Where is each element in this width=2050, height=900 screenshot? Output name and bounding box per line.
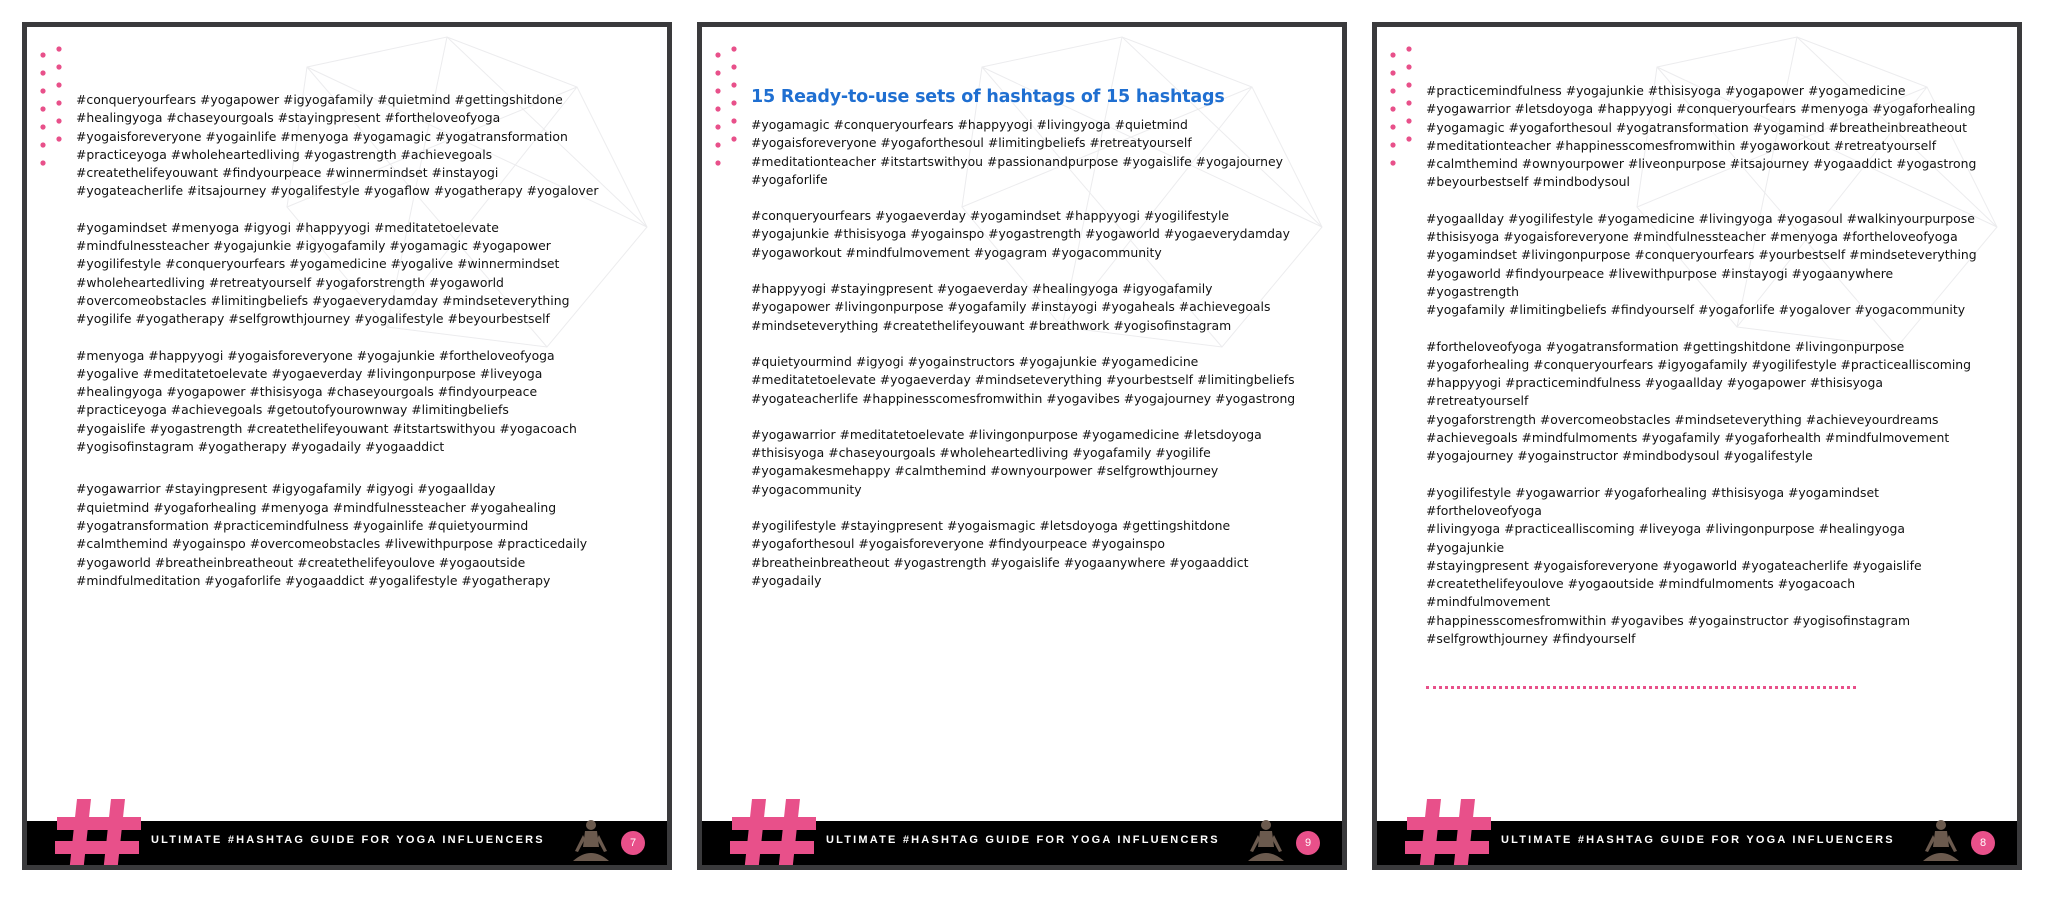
hashtag-set: #yogamindset #menyoga #igyogi #happyyogi #meditatetoelevate #mindfulnessteacher #yogajunkie #igyogafamily #yogamagic #yogapower #yogilifestyle #conqueryourfears #yogamedicine #yogalive #winnermindset #wholeheartedliving #retreatyourself #yogaforstrength #yogaworld #overcomeobstacles #limitingbeliefs #yogaeverydamday #mindseteverything #yogilife #yogatherapy #selfgrowthjourney #yogalifestyle #beyourbestself: [76, 219, 570, 327]
hashtag-content: [1426, 82, 1977, 689]
pink-dots-icon: [1385, 39, 1425, 199]
page-number-badge: 9: [1296, 831, 1320, 855]
hashtag-set: #conqueryourfears #yogaeverday #yogamindset #happyyogi #yogilifestyle #yogajunkie #thisisyoga #yogainspo #yogastrength #yogaworld #yogaeverydamday #yogaworkout #mindfulmovement #yogagram #yogacommunity: [751, 208, 1290, 260]
page-number-badge: 8: [1971, 831, 1995, 855]
hashtag-set: #yogilifestyle #yogawarrior #yogaforhealing #thisisyoga #yogamindset #fortheloveofyoga #livingyoga #practicealliscoming #liveyoga #livingonpurpose #healingyoga #yogajunkie #stayingpresent #yogaisforeveryone #yogaworld #yogateacherlife #yogaislife #createthelifeyoulove #yogaoutside #mindfulmoments #yogacoach #mindfulmovement #happinesscomesfromwithin #yogavibes #yogainstructor #yogisofinstagram #selfgrowthjourney #findyourself: [1426, 484, 1922, 647]
hashtag-set: #yogawarrior #stayingpresent #igyogafamily #igyogi #yogaallday #quietmind #yogaforhealing #menyoga #mindfulnessteacher #yogahealing #yogatransformation #practicemindfulness #yogainlife #quietyourmind #calmthemind #yogainspo #overcomeobstacles #livewithpurpose #practicedaily #yogaworld #breatheinbreatheout #createthelifeyoulove #yogaoutside #mindfulmeditation #yogaforlife #yogaaddict #yogalifestyle #yogatherapy: [76, 481, 588, 588]
page-9: [697, 22, 1347, 870]
hash-logo-icon: [730, 799, 818, 870]
hash-logo-icon: [55, 799, 143, 870]
hashtag-set: #fortheloveofyoga #yogatransformation #gettingshitdone #livingonpurpose #yogaforhealing #conqueryourfears #igyogafamily #yogilifestyle #practicealliscoming #happyyogi #practicemindfulness #yogaallday #yogapower #thisisyoga #retreatyourself #yogaforstrength #overcomeobstacles #mindseteverything #achieveyourdreams #achievegoals #mindfulmoments #yogafamily #yogaforhealth #mindfulmovement #yogajourney #yogainstructor #mindbodysoul #yogalifestyle: [1426, 338, 1972, 464]
hash-logo-icon: [1405, 799, 1493, 870]
page-footer: [27, 821, 667, 865]
page-number-badge: 7: [621, 831, 645, 855]
page-8: [1372, 22, 2022, 870]
meditating-woman-icon: [571, 817, 611, 863]
page-footer: [702, 821, 1342, 865]
page-footer: [1377, 821, 2017, 865]
hashtag-set: #yogaallday #yogilifestyle #yogamedicine #livingyoga #yogasoul #walkinyourpurpose #thisisyoga #yogaisforeveryone #mindfulnessteacher #menyoga #fortheloveofyoga #yogamindset #livingonpurpose #conqueryourfears #yourbestself #mindseteverything #yogaworld #findyourpeace #livewithpurpose #instayogi #yogaanywhere #yogastrength #yogafamily #limitingbeliefs #findyourself #yogaforlife #yogalover #yogacommunity: [1426, 210, 1977, 318]
hashtag-content: [751, 85, 1302, 608]
meditating-woman-icon: [1246, 817, 1286, 863]
hashtag-set: #quietyourmind #igyogi #yogainstructors #yogajunkie #yogamedicine #meditatetoelevate #yogaeverday #mindseteverything #yourbestself #limitingbeliefs #yogateacherlife #happinesscomesfromwithin #yogavibes #yogajourney #yogastrong: [751, 353, 1296, 406]
dotted-divider: [1426, 686, 1856, 689]
footer-title: ULTIMATE #HASHTAG GUIDE FOR YOGA INFLUENCERS: [826, 834, 1220, 846]
hashtag-set: #practicemindfulness #yogajunkie #thisisyoga #yogapower #yogamedicine #yogawarrior #letsdoyoga #happyyogi #conqueryourfears #menyoga #yogaforhealing #yogamagic #yogaforthesoul #yogatransformation #yogamind #breatheinbreatheout #meditationteacher #happinesscomesfromwithin #yogaworkout #retreatyourself #calmthemind #ownyourpower #liveonpurpose #itsajourney #yogaaddict #yogastrong #beyourbestself #mindbodysoul: [1426, 83, 1977, 190]
pink-dots-icon: [710, 39, 750, 199]
hashtag-set: #happyyogi #stayingpresent #yogaeverday #healingyoga #igyogafamily #yogapower #livingonpurpose #yogafamily #instayogi #yogaheals #achievegoals #mindseteverything #createthelifeyouwant #breathwork #yogisofinstagram: [751, 281, 1271, 333]
page-7: [22, 22, 672, 870]
meditating-woman-icon: [1921, 817, 1961, 863]
hashtag-set: #yogawarrior #meditatetoelevate #livingonpurpose #yogamedicine #letsdoyoga #thisisyoga #chaseyourgoals #wholeheartedliving #yogafamily #yogilife #yogamakesmehappy #calmthemind #ownyourpower #selfgrowthjourney #yogacommunity: [751, 426, 1262, 497]
hashtag-set: #yogilifestyle #stayingpresent #yogaismagic #letsdoyoga #gettingshitdone #yogaforthesoul #yogaisforeveryone #findyourpeace #yogainspo #breatheinbreatheout #yogastrength #yogaislife #yogaanywhere #yogaaddict #yogadaily: [751, 518, 1249, 588]
hashtag-set: #conqueryourfears #yogapower #igyogafamily #quietmind #gettingshitdone #healingyoga #chaseyourgoals #stayingpresent #fortheloveofyoga #yogaisforeveryone #yogainlife #menyoga #yogamagic #yogatransformation #practiceyoga #wholeheartedliving #yogastrength #achievegoals #createthelifeyouwant #findyourpeace #winnermindset #instayogi #yogateacherlife #itsajourney #yogalifestyle #yogaflow #yogatherapy #yogalover: [76, 92, 599, 199]
footer-title: ULTIMATE #HASHTAG GUIDE FOR YOGA INFLUENCERS: [151, 834, 545, 846]
hashtag-content: [76, 91, 627, 608]
footer-title: ULTIMATE #HASHTAG GUIDE FOR YOGA INFLUENCERS: [1501, 834, 1895, 846]
section-heading: 15 Ready-to-use sets of hashtags of 15 hashtags: [751, 87, 1225, 107]
pink-dots-icon: [35, 39, 75, 199]
hashtag-set: #yogamagic #conqueryourfears #happyyogi #livingyoga #quietmind #yogaisforeveryone #yogaforthesoul #limitingbeliefs #retreatyourself #meditationteacher #itstartswithyou #passionandpurpose #yogaislife #yogajourney #yogaforlife: [751, 117, 1283, 187]
hashtag-set: #menyoga #happyyogi #yogaisforeveryone #yogajunkie #fortheloveofyoga #yogalive #meditatetoelevate #yogaeverday #livingonpurpose #liveyoga #healingyoga #yogapower #thisisyoga #chaseyourgoals #findyourpeace #practiceyoga #achievegoals #getoutofyourownway #limitingbeliefs #yogaislife #yogastrength #createthelifeyouwant #itstartswithyou #yogacoach #yogisofinstagram #yogatherapy #yogadaily #yogaaddict: [76, 347, 577, 455]
